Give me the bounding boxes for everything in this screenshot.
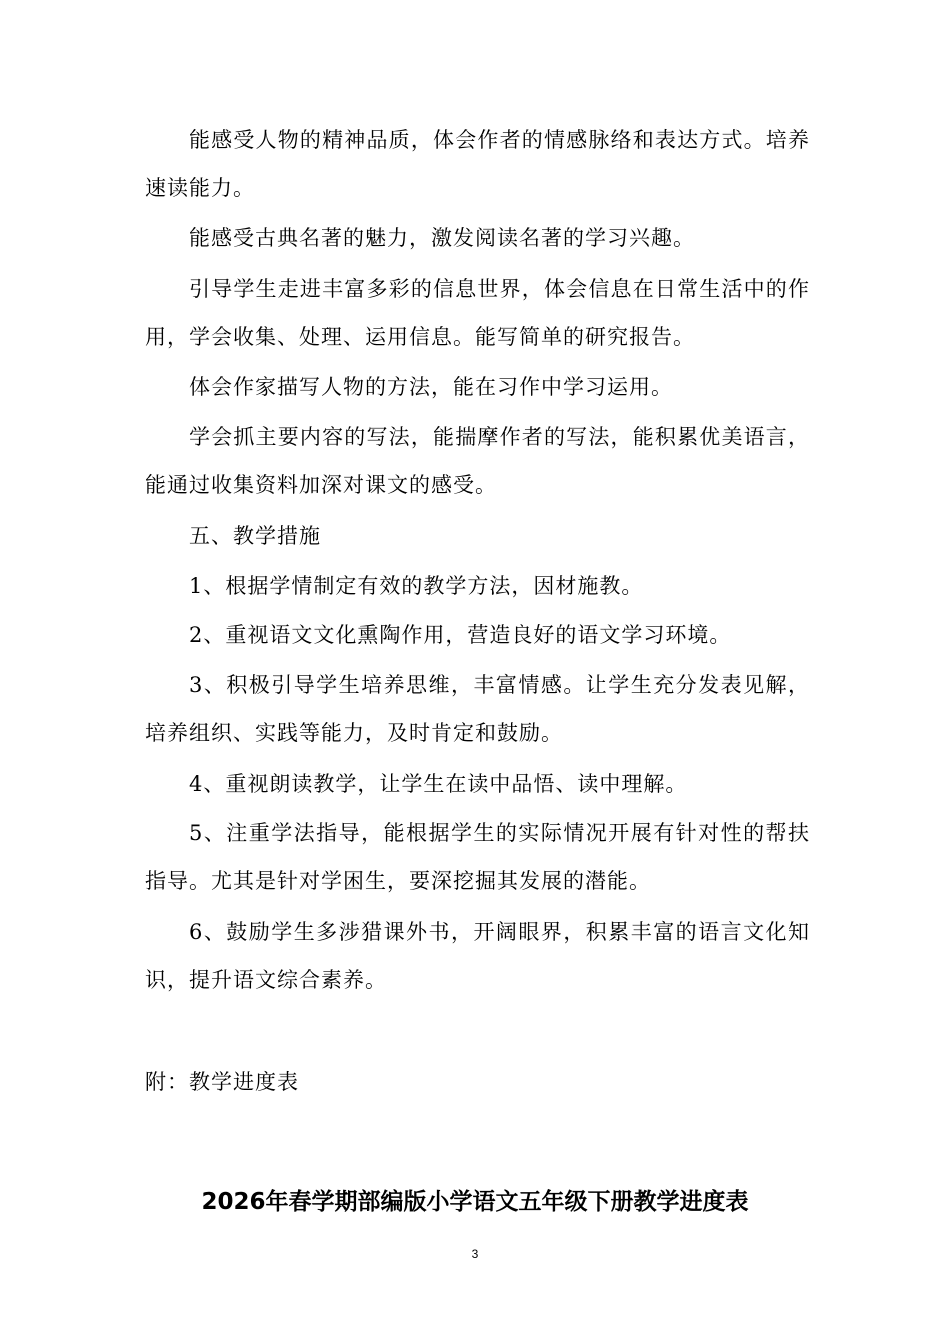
paragraph-describing-characters: 体会作家描写人物的方法，能在习作中学习运用。	[189, 375, 673, 399]
schedule-table-title: 2026年春学期部编版小学语文五年级下册教学进度表	[201, 1189, 749, 1215]
measure-item-4: 4、重视朗读教学，让学生在读中品悟、读中理解。	[189, 772, 688, 796]
measure-item-3: 3、积极引导学生培养思维，丰富情感。让学生充分发表见解，培养组织、实践等能力，及时肯定和鼓励。	[145, 673, 810, 745]
appendix-label: 附：教学进度表	[145, 1070, 299, 1094]
paragraph-classic-novels: 能感受古典名著的魅力，激发阅读名著的学习兴趣。	[189, 226, 695, 250]
page-number: 3	[471, 1247, 479, 1261]
measure-item-2: 2、重视语文文化熏陶作用，营造良好的语文学习环境。	[189, 623, 732, 647]
measure-item-5: 5、注重学法指导，能根据学生的实际情况开展有针对性的帮扶指导。尤其是针对学困生，要深挖掘其发展的潜能。	[145, 821, 810, 893]
paragraph-character-quality: 能感受人物的精神品质，体会作者的情感脉络和表达方式。培养速读能力。	[145, 128, 810, 200]
section-heading-teaching-measures: 五、教学措施	[189, 524, 321, 548]
measure-item-6: 6、鼓励学生多涉猎课外书，开阔眼界，积累丰富的语言文化知识，提升语文综合素养。	[145, 920, 810, 992]
paragraph-information-world: 引导学生走进丰富多彩的信息世界，体会信息在日常生活中的作用，学会收集、处理、运用信息。能写简单的研究报告。	[145, 277, 810, 349]
measure-item-1: 1、根据学情制定有效的教学方法，因材施教。	[189, 574, 644, 598]
paragraph-main-content: 学会抓主要内容的写法，能揣摩作者的写法，能积累优美语言，能通过收集资料加深对课文的感受。	[145, 425, 810, 497]
